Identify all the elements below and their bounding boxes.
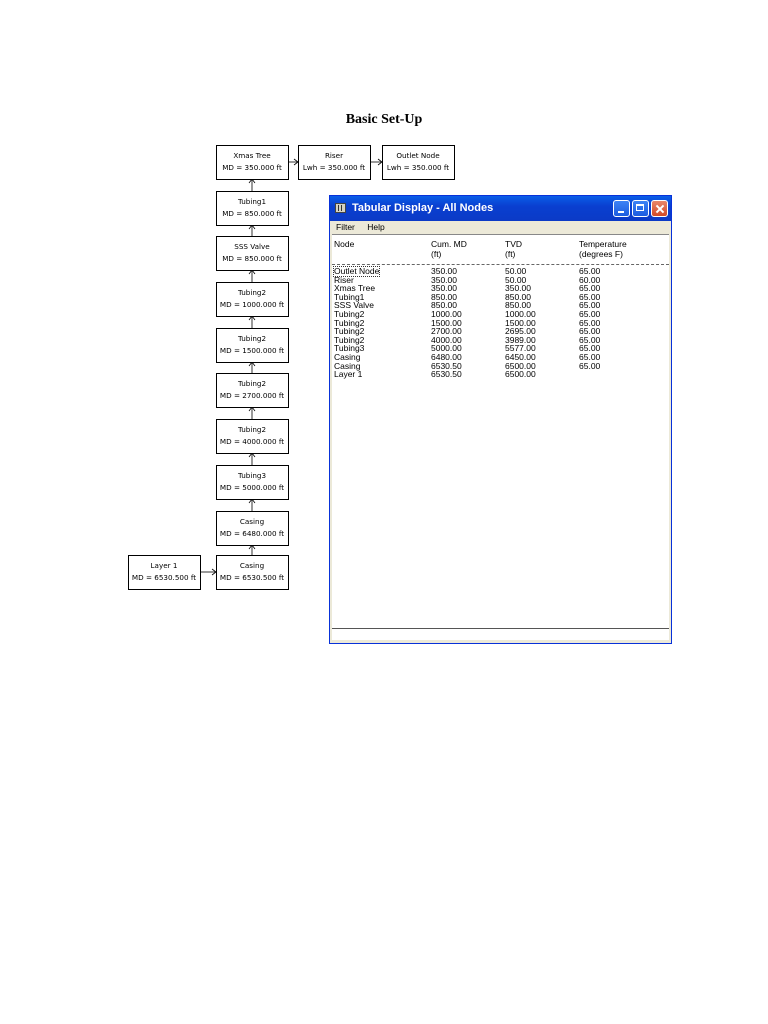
- table-row[interactable]: [332, 267, 669, 276]
- cell-temperature: 65.00: [579, 266, 601, 276]
- cell-temperature: 65.00: [579, 309, 601, 319]
- table-row[interactable]: [332, 301, 669, 310]
- node-layer1[interactable]: [129, 556, 201, 590]
- cell-cum-md: 6530.50: [431, 369, 462, 380]
- cell-cum-md: 1000.00: [431, 309, 462, 319]
- node-value: Lwh = 350.000 ft: [386, 163, 450, 172]
- table-app-icon: [335, 203, 346, 213]
- cell-tvd: 6500.00: [505, 360, 536, 371]
- node-tubing2-c[interactable]: [217, 374, 289, 408]
- cell-tvd: 6450.00: [505, 352, 536, 362]
- cell-cum-md: 5000.00: [431, 343, 462, 354]
- cell-cum-md: 1500.00: [431, 317, 462, 328]
- cell-temperature: 65.00: [579, 291, 601, 302]
- node-value: Lwh = 350.000 ft: [302, 163, 366, 172]
- cell-cum-md: 4000.00: [431, 334, 462, 345]
- node-value: MD = 1500.000 ft: [219, 346, 285, 355]
- cell-node: Casing: [334, 352, 361, 362]
- node-tubing3[interactable]: [217, 466, 289, 500]
- page-title: Basic Set-Up: [345, 112, 423, 127]
- cell-tvd: 350.00: [505, 283, 531, 294]
- menu-filter[interactable]: Filter: [336, 222, 355, 232]
- table-row[interactable]: [332, 319, 669, 328]
- status-separator: [332, 628, 669, 629]
- table-row[interactable]: [332, 293, 669, 302]
- table-row[interactable]: [332, 362, 669, 371]
- cell-node: Tubing3: [334, 343, 365, 354]
- cell-tvd: 5577.00: [505, 343, 536, 354]
- table-row[interactable]: [332, 310, 669, 319]
- node-name: Tubing2: [237, 288, 267, 297]
- node-name: Riser: [324, 151, 344, 160]
- cell-tvd: 1500.00: [505, 317, 536, 328]
- cell-tvd: 6500.00: [505, 369, 536, 380]
- node-value: MD = 6530.500 ft: [219, 573, 285, 582]
- node-value: MD = 6480.000 ft: [219, 529, 285, 538]
- cell-node: Layer 1: [334, 369, 363, 380]
- cell-node: Tubing2: [334, 309, 365, 319]
- node-casing-b[interactable]: [217, 556, 289, 590]
- cell-cum-md: 850.00: [431, 300, 457, 311]
- table-row[interactable]: [332, 276, 669, 285]
- cell-node: Tubing2: [334, 317, 365, 328]
- node-value: MD = 350.000 ft: [222, 163, 282, 172]
- menu-help[interactable]: Help: [367, 222, 385, 232]
- node-value: MD = 2700.000 ft: [219, 391, 285, 400]
- cell-cum-md: 850.00: [431, 291, 457, 302]
- cell-tvd: 3989.00: [505, 334, 536, 345]
- cell-node: Tubing1: [334, 291, 365, 302]
- cell-cum-md: 350.00: [431, 266, 457, 276]
- table-row[interactable]: [332, 336, 669, 345]
- column-header-temperature[interactable]: Temperature (degrees F): [579, 239, 627, 259]
- cell-node: Casing: [334, 360, 361, 371]
- node-outlet[interactable]: [383, 146, 455, 180]
- node-riser[interactable]: [299, 146, 371, 180]
- cell-cum-md: 6530.50: [431, 360, 462, 371]
- menu-bar: [332, 222, 669, 234]
- cell-temperature: 65.00: [579, 343, 601, 354]
- cell-temperature: 65.00: [579, 317, 601, 328]
- close-button[interactable]: [651, 200, 668, 217]
- node-sss-valve[interactable]: [217, 237, 289, 271]
- node-name: Xmas Tree: [233, 151, 271, 160]
- node-name: Tubing2: [237, 334, 267, 343]
- node-tubing2-b[interactable]: [217, 329, 289, 363]
- cell-tvd: 850.00: [505, 300, 531, 311]
- table-row[interactable]: [332, 353, 669, 362]
- window-title: Tabular Display - All Nodes: [352, 202, 494, 214]
- node-name: Tubing1: [237, 197, 267, 206]
- node-tubing1[interactable]: [217, 192, 289, 226]
- cell-temperature: 65.00: [579, 360, 601, 371]
- cell-temperature: 65.00: [579, 326, 601, 337]
- header-separator: [332, 264, 669, 265]
- cell-node: Xmas Tree: [334, 283, 376, 294]
- node-value: MD = 4000.000 ft: [219, 437, 285, 446]
- cell-tvd: 50.00: [505, 266, 527, 276]
- cell-tvd: 1000.00: [505, 309, 536, 319]
- cell-temperature: 65.00: [579, 334, 601, 345]
- node-name: Tubing2: [237, 379, 267, 388]
- cell-node: SSS Valve: [334, 300, 375, 311]
- cell-temperature: 65.00: [579, 300, 601, 311]
- table-row[interactable]: [332, 370, 669, 379]
- tabular-display-window: [329, 195, 672, 644]
- cell-node: Tubing2: [334, 326, 365, 337]
- cell-node: Outlet Node: [334, 266, 380, 276]
- node-value: MD = 850.000 ft: [222, 209, 282, 218]
- cell-tvd: 2695.00: [505, 326, 536, 337]
- node-name: Layer 1: [150, 561, 178, 570]
- cell-cum-md: 6480.00: [431, 352, 462, 362]
- cell-cum-md: 350.00: [431, 283, 457, 294]
- node-value: MD = 5000.000 ft: [219, 483, 285, 492]
- cell-node: Riser: [334, 274, 354, 285]
- cell-temperature: 65.00: [579, 283, 601, 294]
- node-name: Casing: [239, 517, 265, 526]
- minimize-button[interactable]: [613, 200, 630, 217]
- window-titlebar[interactable]: [330, 196, 671, 221]
- cell-cum-md: 2700.00: [431, 326, 462, 337]
- node-tubing2-a[interactable]: [217, 283, 289, 317]
- node-name: Tubing3: [237, 471, 267, 480]
- node-value: MD = 1000.000 ft: [219, 300, 285, 309]
- cell-tvd: 850.00: [505, 291, 531, 302]
- node-xmas-tree[interactable]: [217, 146, 289, 180]
- table-row[interactable]: [332, 327, 669, 336]
- table-row[interactable]: [332, 284, 669, 293]
- cell-temperature: 60.00: [579, 274, 601, 285]
- cell-tvd: 50.00: [505, 274, 527, 285]
- node-name: Outlet Node: [396, 151, 440, 160]
- cell-node: Tubing2: [334, 334, 365, 345]
- node-name: SSS Valve: [234, 242, 270, 251]
- table-row[interactable]: [332, 344, 669, 353]
- node-table: [332, 234, 669, 640]
- column-header-node[interactable]: Node: [334, 239, 355, 249]
- cell-temperature: 65.00: [579, 352, 601, 362]
- column-header-tvd[interactable]: TVD (ft): [505, 239, 522, 259]
- cell-cum-md: 350.00: [431, 274, 457, 285]
- node-casing-a[interactable]: [217, 512, 289, 546]
- node-value: MD = 850.000 ft: [222, 254, 282, 263]
- node-name: Tubing2: [237, 425, 267, 434]
- node-tubing2-d[interactable]: [217, 420, 289, 454]
- maximize-button[interactable]: [632, 200, 649, 217]
- node-name: Casing: [239, 561, 265, 570]
- node-value: MD = 6530.500 ft: [131, 573, 197, 582]
- column-header-cum-md[interactable]: Cum. MD (ft): [431, 239, 467, 259]
